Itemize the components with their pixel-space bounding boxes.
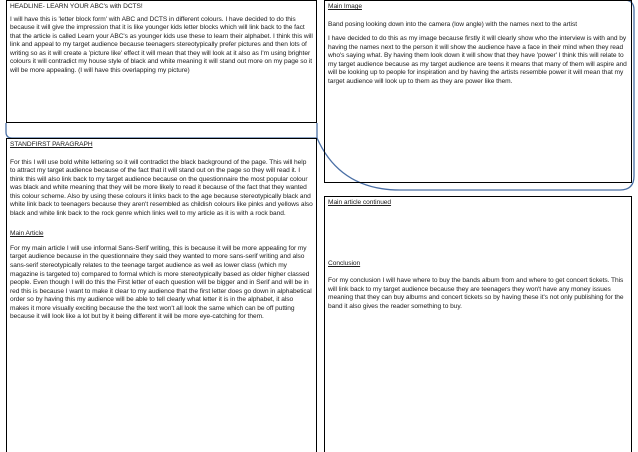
standfirst-body: For this I will use bold white lettering so it will contradict the black background of the page. This will help to attract my target audience because of the fact that it will stand out on the page so they will read it. I think this will also link back to my target audience because on the questionnaire the most popular colour was black and white meaning that they will be more likely to read it because of the fact that they wanted this colour scheme. Also by using these colours it links back to the age because stereotypically black and white link back to teenagers because they aren't resembled as childish colours like pinks and yellows also black and white link back to the rock genre which links well to my article as it is with a rock band. bbox=[10, 158, 313, 217]
conclusion-body: For my conclusion I will have where to buy the bands album from and where to get concert tickets. This will link back to my target audience because they are teenagers they won't have any money issues meaning that they can buy albums and concert tickets so by having these it's not only publishing for the band it also gives the reader something to buy. bbox=[328, 277, 624, 310]
main-image-heading: Main Image bbox=[328, 3, 362, 10]
main-image-description: Band posing looking down into the camera (low angle) with the names next to the artist bbox=[328, 20, 577, 28]
headline-section bbox=[6, 0, 317, 123]
standfirst-heading: STANDFIRST PARAGRAPH bbox=[10, 141, 93, 148]
main-image-body: I have decided to do this as my image because firstly it will clearly show who the interview is with and by having the names next to the person it will show the audience have a face in their mind when they read who's saying what. By having them look down it will show that they have 'power' I think this will relate to my target audience because as my target audience are teens it means that many of them will aspire and will be looking up to people for inspiration and by having the artists resemble power it will mean that my target audience will look up to them as they are power like them. bbox=[328, 35, 627, 85]
headline-body: I will have this is 'letter block form' with ABC and DCTS in different colours. I have decided to do this because it will give the impression that it is like younger kids letter blocks which will link back to the fact that the article is called Learn your ABC's as younger kids use these to learn their alphabet. I think this will link and appeal to my target audience because teenagers stereotypically prefer pictures and then lots of writing so as it will create a 'picture like' effect it will mean that they will look at it also as I'm using brighter colours it will contradict my house style of black and white meaning it will stand out more on my page so it will be more appealing. (I will have this overlapping my picture) bbox=[10, 15, 313, 74]
conclusion-heading: Conclusion bbox=[328, 259, 361, 267]
main-article-body: For my main article I will use informal Sans-Serif writing, this is because it will be more appealing for my target audience because in the questionnaire they said they wanted to more sans-serif writing and also sans-serif stereotypically relates to the teenage target audience as well as lower class (which my magazine is targeted to) compared to formal which is more stereotypically based as older higher classed people. Even though I will do this the First letter of each question will be bigger and in Serif and will be in red this is because I want to make it clear to my audience that the first letter does go down in alphabetical order so by having this my audience will be able to tell clearly what letter it is in the alphabet, it also makes it more visually exciting because the the text won't all look the same which can be off putting because it will look like a lot but by it being different it will be more eye-catching for them. bbox=[10, 244, 312, 321]
headline-title: HEADLINE- LEARN YOUR ABC's with DCTS! bbox=[10, 3, 143, 10]
left-column bbox=[6, 0, 317, 452]
article-continued-heading: Main article continued bbox=[328, 199, 392, 206]
main-image-section bbox=[324, 0, 632, 183]
standfirst-and-article-section bbox=[6, 138, 317, 452]
main-article-heading: Main Article bbox=[10, 230, 44, 238]
article-continued-section bbox=[324, 196, 632, 452]
